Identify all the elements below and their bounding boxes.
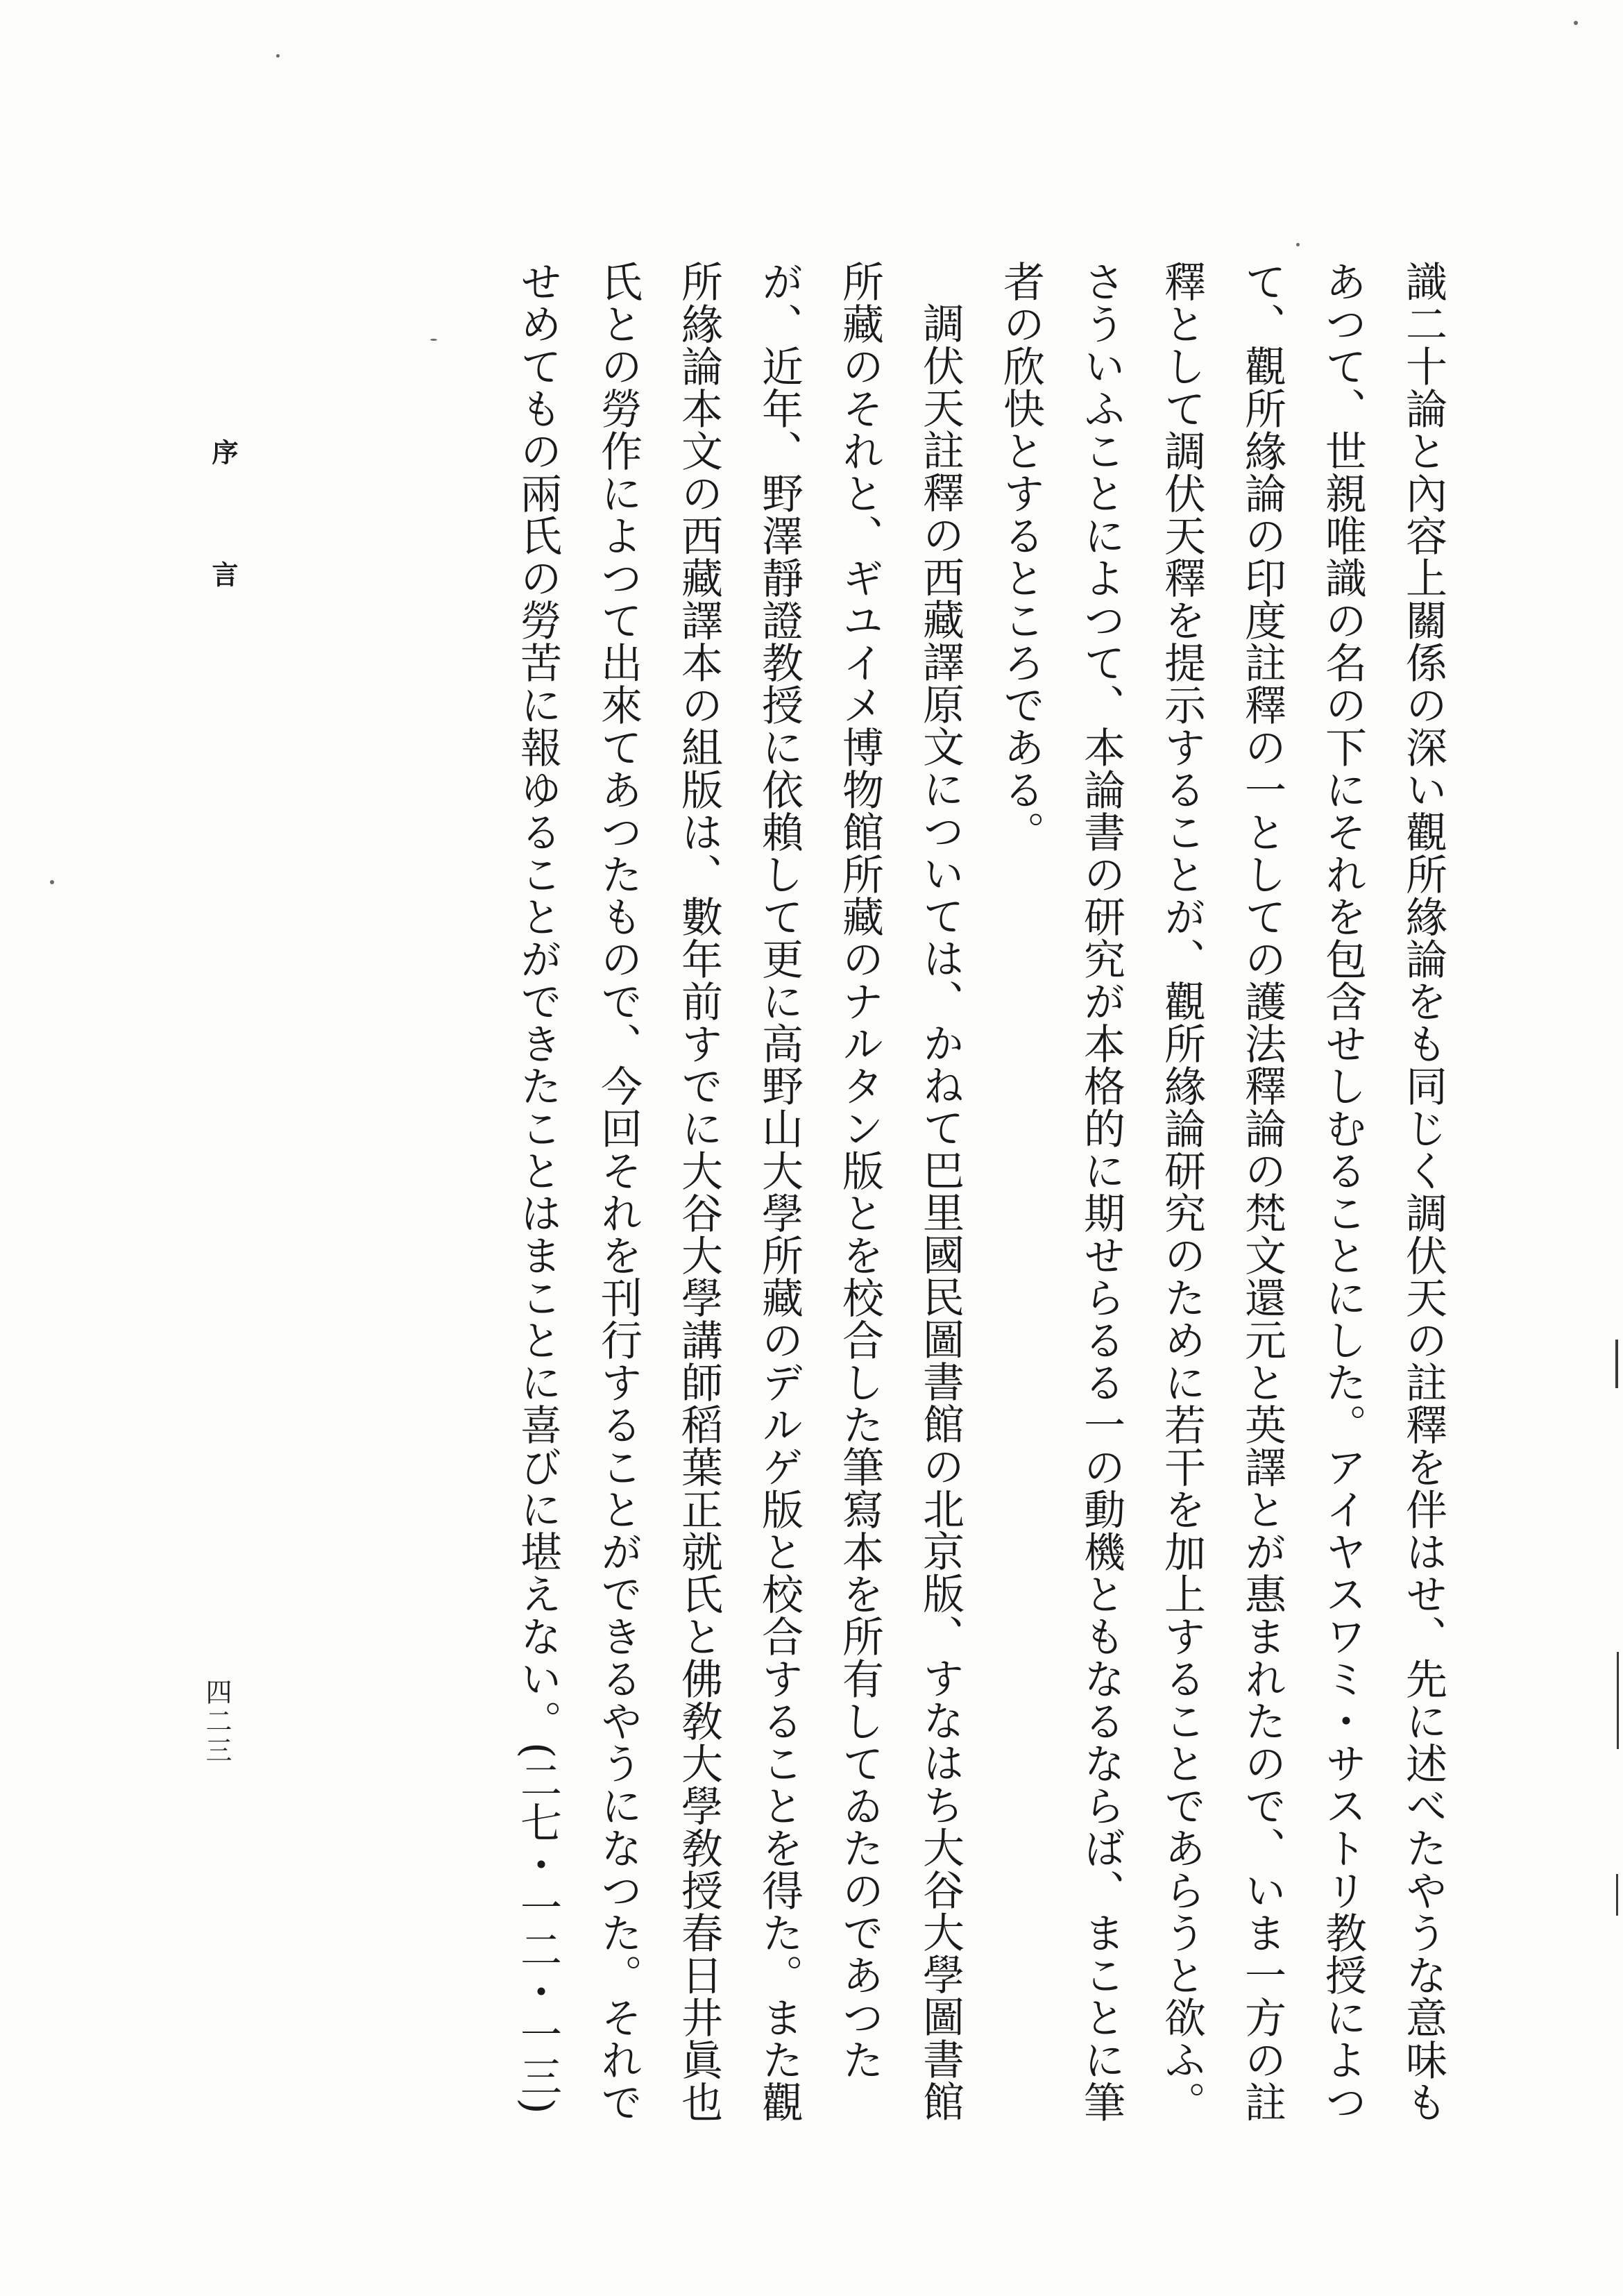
- page-number: 四二三: [201, 1678, 232, 1766]
- scan-edge-mark: [1616, 1874, 1618, 1916]
- scan-speck: [276, 54, 280, 58]
- scan-speck: [50, 880, 54, 884]
- paragraph-1: 識二十論と內容上關係の深い觀所緣論をも同じく調伏天の註釋を伴はせ、先に述べたやうな意味もあつて、世親唯識の名の下にそれを包含せしむることにした。アイヤスワミ・サストリ教授によつて、觀所緣論の印度註釋の一としての護法釋論の梵文還元と英譯とが惠まれたので、いま一方の註釋として調伏天釋を提示することが、觀所緣論研究のために若干を加上することであらうと欲ふ。さういふことによつて、本論書の研究が本格的に期せらるる一の動機ともなるならば、まことに筆者の欣快とするところである。: [996, 260, 1447, 2123]
- paragraph-2: 調伏天註釋の西藏譯原文については、かねて巴里國民圖書館の北京版、すなはち大谷大學圖書館所藏のそれと、ギユイメ博物館所藏のナルタン版とを校合した筆寫本を所有してゐたのであつたが、近年、野澤靜證教授に依賴して更に高野山大學所藏のデルゲ版と校合することを得た。また觀所緣論本文の西藏譯本の組版は、數年前すでに大谷大學講師稻葉正就氏と佛敎大學敎授春日井眞也氏との勞作によつて出來てあつたもので、今回それを刊行することができるやうになつた。それでせめてもの兩氏の勞苦に報ゆることができたことはまことに喜びに堪えない。(二七・一二・一三): [513, 260, 965, 2123]
- scan-edge-mark: [1617, 1652, 1619, 1749]
- scan-speck: [1296, 243, 1300, 246]
- scan-edge-mark: [1615, 1340, 1618, 1388]
- scan-speck: [430, 339, 437, 341]
- body-text: [498, 260, 1463, 2134]
- running-title: 序言: [207, 439, 239, 683]
- scan-speck: [1574, 21, 1578, 25]
